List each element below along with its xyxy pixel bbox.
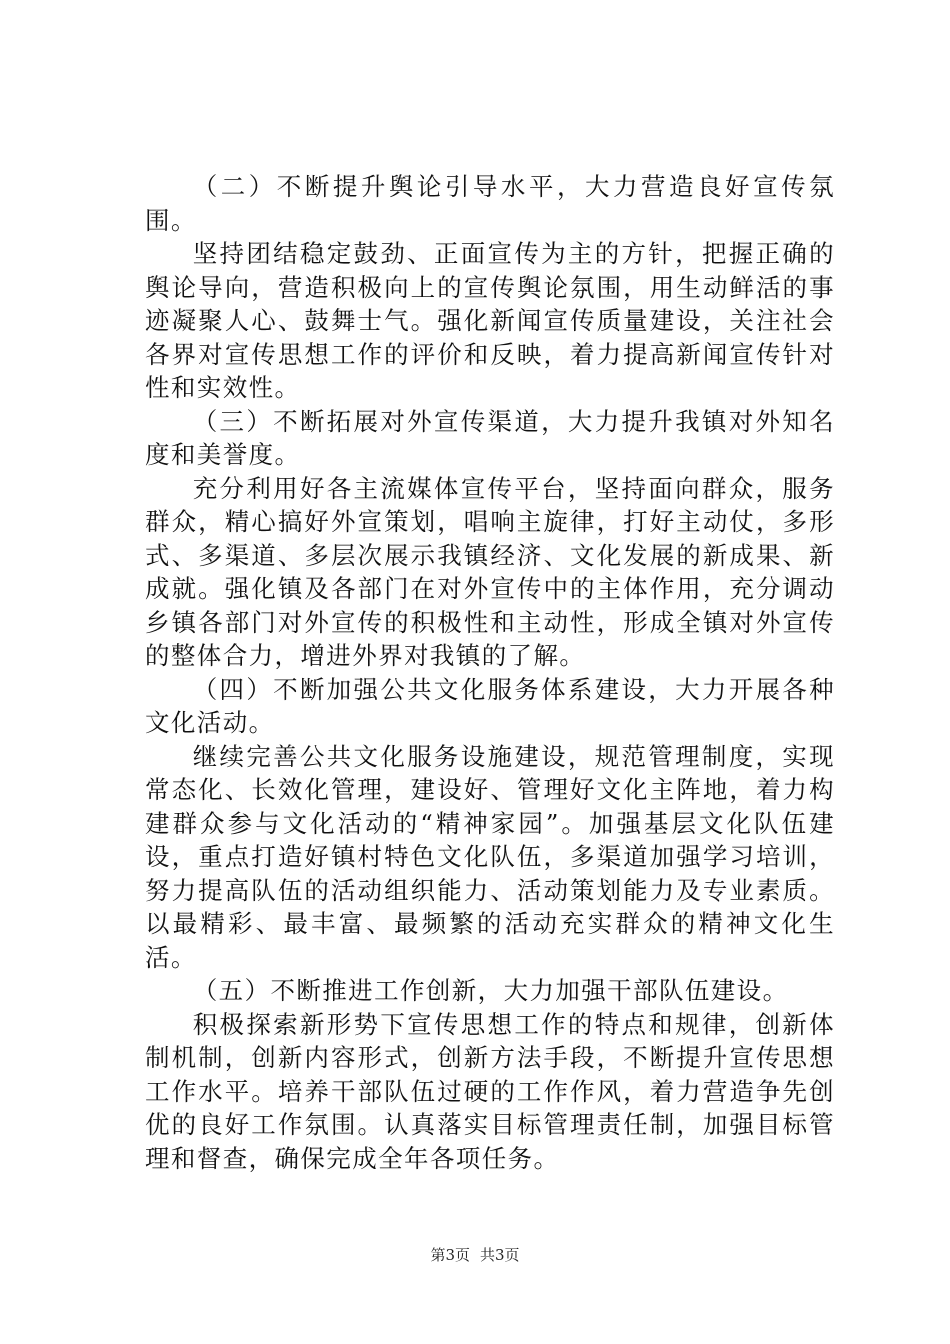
page-number: 第3页 xyxy=(430,1246,470,1264)
body-paragraph-2: 坚持团结稳定鼓劲、正面宣传为主的方针，把握正确的舆论导向，营造积极向上的宣传舆论氛围，用生动鲜活的事迹凝聚人心、鼓舞士气。强化新闻宣传质量建设，关注社会各界对宣传思想工作的评价和反映，着力提高新闻宣传针对性和实效性。 xyxy=(145,239,835,402)
section-heading-2: （二）不断提升舆论引导水平，大力营造良好宣传氛围。 xyxy=(145,172,835,235)
page-footer xyxy=(0,1244,950,1265)
page-total: 共3页 xyxy=(480,1246,520,1264)
section-heading-4: （四）不断加强公共文化服务体系建设，大力开展各种文化活动。 xyxy=(145,674,835,737)
section-heading-5: （五）不断推进工作创新，大力加强干部队伍建设。 xyxy=(192,976,789,1005)
body-paragraph-3: 充分利用好各主流媒体宣传平台，坚持面向群众，服务群众，精心搞好外宣策划，唱响主旋律，打好主动仗，多形式、多渠道、多层次展示我镇经济、文化发展的新成果、新成就。强化镇及各部门在对外宣传中的主体作用，充分调动乡镇各部门对外宣传的积极性和主动性，形成全镇对外宣传的整体合力，增进外界对我镇的了解。 xyxy=(145,473,835,670)
body-paragraph-5: 积极探索新形势下宣传思想工作的特点和规律，创新体制机制，创新内容形式，创新方法手段，不断提升宣传思想工作水平。培养干部队伍过硬的工作作风，着力营造争先创优的良好工作氛围。认真落实目标管理责任制，加强目标管理和督查，确保完成全年各项任务。 xyxy=(145,1009,835,1173)
body-paragraph-4: 继续完善公共文化服务设施建设，规范管理制度，实现常态化、长效化管理，建设好、管理好文化主阵地，着力构建群众参与文化活动的“精神家园”。加强基层文化队伍建设，重点打造好镇村特色文化队伍，多渠道加强学习培训，努力提高队伍的活动组织能力、活动策划能力及专业素质。以最精彩、最丰富、最频繁的活动充实群众的精神文化生活。 xyxy=(145,741,835,972)
document-body xyxy=(145,170,835,1175)
section-heading-3: （三）不断拓展对外宣传渠道，大力提升我镇对外知名度和美誉度。 xyxy=(145,406,835,469)
